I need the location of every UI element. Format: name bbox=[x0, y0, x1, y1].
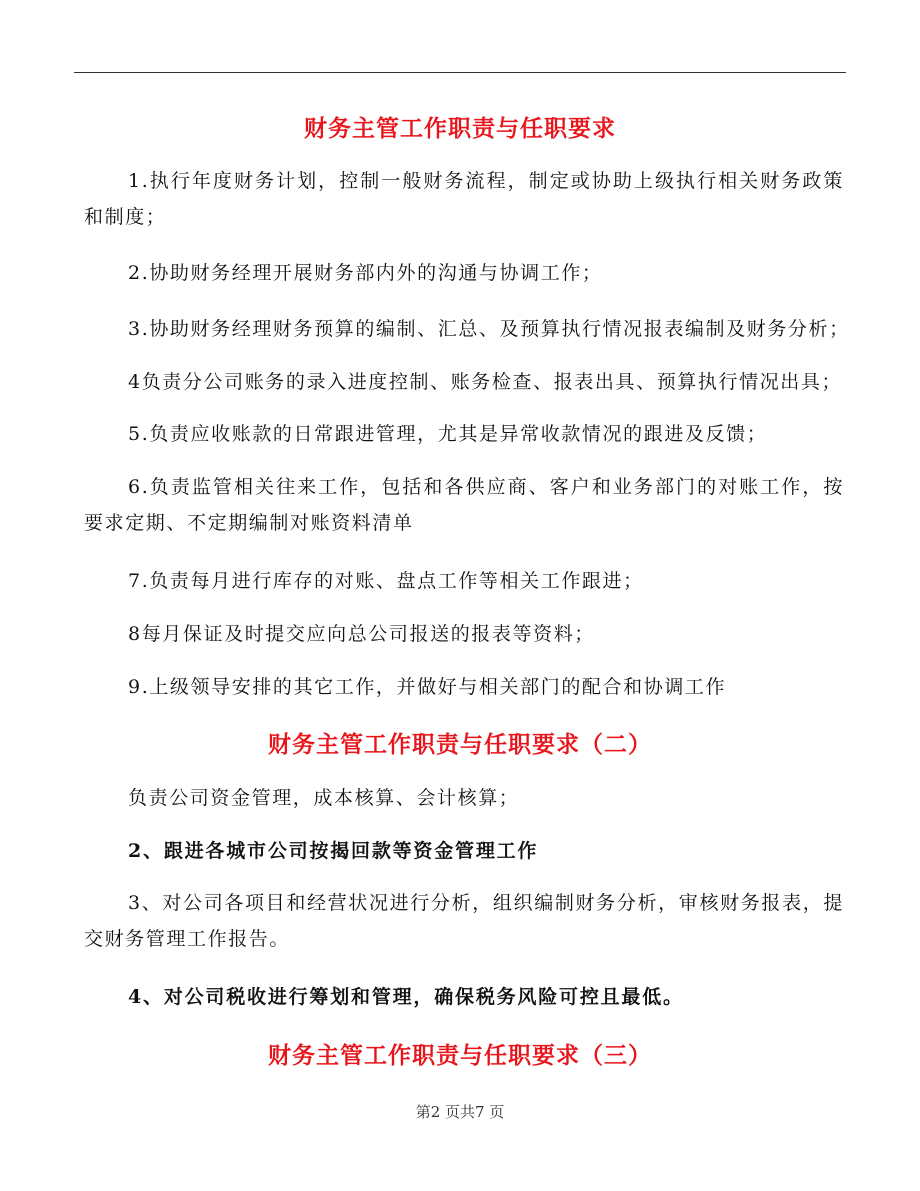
page-number: 第2 页共7 页 bbox=[415, 1103, 505, 1121]
section-2-title: 财务主管工作职责与任职要求（二） bbox=[268, 731, 652, 758]
section-1-item-9: 9.上级领导安排的其它工作，并做好与相关部门的配合和协调工作 bbox=[128, 676, 727, 698]
section-1-item-7: 7.负责每月进行库存的对账、盘点工作等相关工作跟进； bbox=[128, 570, 644, 592]
section-1-title: 财务主管工作职责与任职要求 bbox=[304, 115, 616, 142]
section-1-item-5: 5.负责应收账款的日常跟进管理，尤其是异常收款情况的跟进及反馈； bbox=[128, 423, 768, 445]
section-3-title: 财务主管工作职责与任职要求（三） bbox=[268, 1042, 652, 1069]
section-1-item-1: 1.执行年度财务计划，控制一般财务流程，制定或协助上级执行相关财务政策和制度； bbox=[84, 170, 844, 228]
section-1-item-3: 3.协助财务经理财务预算的编制、汇总、及预算执行情况报表编制及财务分析； bbox=[128, 318, 850, 340]
section-2-item-1: 负责公司资金管理，成本核算、会计核算； bbox=[128, 787, 520, 809]
section-2-item-3: 3、对公司各项目和经营状况进行分析，组织编制财务分析，审核财务报表，提交财务管理工作报告。 bbox=[84, 892, 844, 950]
section-1-item-2: 2.协助财务经理开展财务部内外的沟通与协调工作； bbox=[128, 262, 603, 284]
section-2-item-4: 4、对公司税收进行筹划和管理，确保税务风险可控且最低。 bbox=[128, 986, 684, 1008]
section-2-item-2: 2、跟进各城市公司按揭回款等资金管理工作 bbox=[128, 840, 539, 862]
section-1-item-4: 4负责分公司账务的录入进度控制、账务检查、报表出具、预算执行情况出具； bbox=[128, 371, 843, 393]
section-1-item-6: 6.负责监管相关往来工作，包括和各供应商、客户和业务部门的对账工作，按要求定期、不定期编制对账资料清单 bbox=[84, 476, 844, 534]
section-1-item-8: 8每月保证及时提交应向总公司报送的报表等资料； bbox=[128, 623, 595, 645]
header-rule bbox=[74, 72, 846, 73]
